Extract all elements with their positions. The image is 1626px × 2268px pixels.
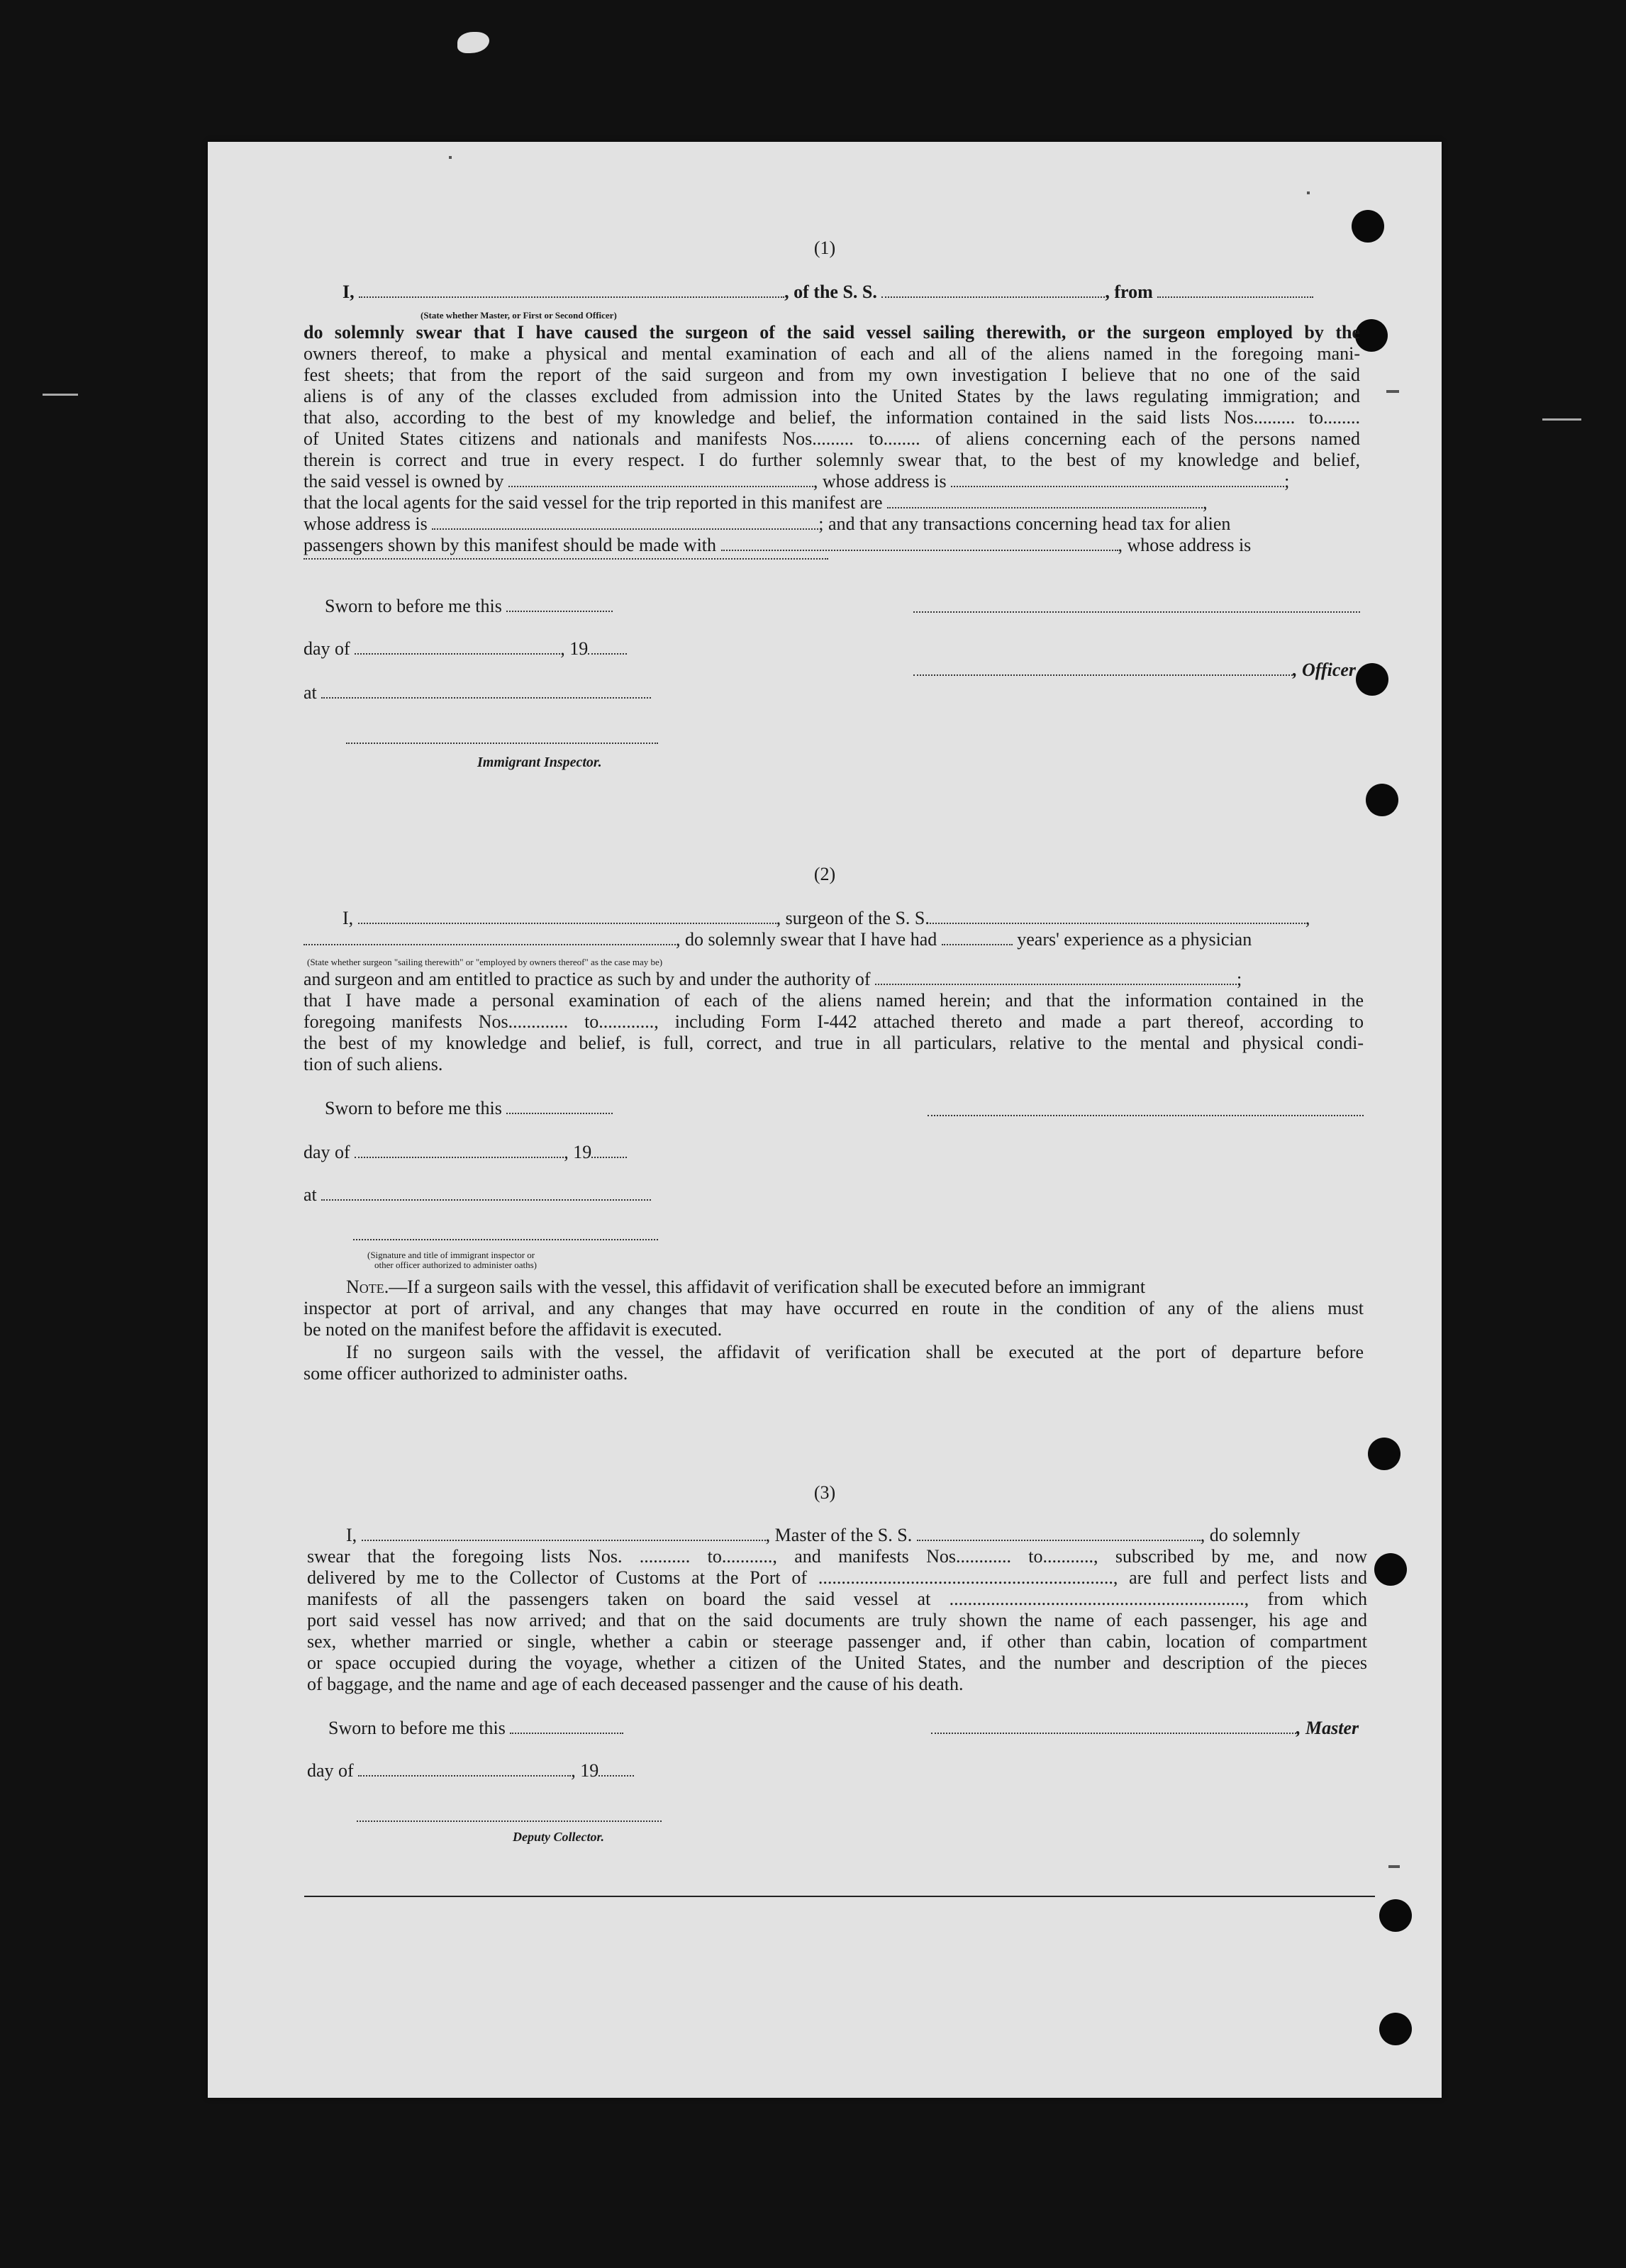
year-field [588,639,627,655]
master-signature-line [931,1718,1359,1739]
sworn-line [325,1098,613,1119]
at-line [304,682,651,704]
surgeon-signature-field [928,1113,1364,1116]
oath-line-2 [304,929,1252,950]
vessel-name-field [930,908,1305,924]
section-number: (3) [813,1482,836,1503]
body-line: tion of such aliens. [304,1054,443,1074]
scan-speck [1307,191,1310,194]
body-line: the best of my knowledge and belief, is full, correct, and true in all particulars, relative to the mental and physical condi- [304,1033,1364,1053]
agents-line: that the local agents for the said vessel for the trip reported in this manifest are , [304,492,1208,513]
body-line: manifests of all the passengers taken on board the said vessel at ................................................................, from which [307,1589,1367,1609]
passengers-address-field [304,557,828,560]
passengers-label: passengers shown by this manifest should be made with [304,535,717,555]
body-line: or space occupied during the voyage, whether a citizen of the United States, and the number and description of the pieces [307,1652,1367,1673]
i-label: I, [343,282,355,302]
years-label: years' experience as a physician [1017,929,1252,950]
month-field [358,1761,571,1777]
section-number: (2) [813,864,836,884]
oath-line-1 [346,1525,1301,1546]
sworn-label: Sworn to before me this [328,1718,506,1738]
punch-hole-icon [1366,784,1398,816]
body-line: swear that the foregoing lists Nos. ........... to..........., and manifests Nos............ to..........., subscribed by me, and now [307,1546,1367,1567]
day-of-label: day of [307,1760,354,1781]
agents-field [887,493,1203,508]
body-line: that I have made a personal examination of each of the aliens named herein; and that the information contained in the [304,990,1364,1011]
month-field [355,1143,564,1158]
collector-caption: Deputy Collector. [513,1830,604,1844]
scan-speck [449,156,452,159]
body-line: aliens is of any of the classes excluded from admission into the United States by the laws regulating immigration; and [304,386,1360,406]
i-label: I, [343,908,354,928]
year-field [598,1761,634,1777]
official-signature-field [353,1238,658,1240]
owner-address-label: , whose address is [813,471,947,491]
body-line: therein is correct and true in every respect. I do further solemnly swear that, to the best of my knowledge and belief, [304,450,1360,470]
master-of-ss-label: , Master of the S. S. [765,1525,913,1545]
surgeon-caption: (State whether surgeon "sailing therewith" or "employed by owners thereof" as the case may be) [307,957,663,967]
manifest-affidavit-page [208,142,1442,2098]
signature-caption: other officer authorized to administer oaths) [374,1260,537,1270]
note-text: —If a surgeon sails with the vessel, this affidavit of verification shall be executed before an immigrant [389,1277,1146,1297]
collector-signature-field [357,1819,662,1822]
place-field [321,683,651,699]
day-of-line [304,1142,627,1163]
signature-caption: (Signature and title of immigrant inspector or [367,1250,535,1260]
from-port-field [1157,282,1313,298]
punch-hole-icon [1379,1899,1412,1932]
headtax-text: ; and that any transactions concerning head tax for alien [818,513,1231,534]
scan-blob [457,32,489,53]
scan-speck [1386,390,1399,393]
agents-address-label: whose address is [304,513,428,534]
inspector-caption: Immigrant Inspector. [477,755,602,770]
oath-line-1 [343,282,1313,303]
body-line: do solemnly swear that I have caused the surgeon of the said vessel sailing therewith, or the surgeon employed by the [304,322,1360,343]
note-line [346,1277,1364,1298]
surgeon-of-ss-label: , surgeon of the S. S. [776,908,930,928]
officer-title-field [913,660,1293,676]
oath-line-1: I, , surgeon of the S. S. , [343,908,1310,928]
note-line: If no surgeon sails with the vessel, the affidavit of verification shall be executed at the port of departure before [346,1342,1364,1362]
authority-field [875,969,1237,985]
body-line: of baggage, and the name and age of each deceased passenger and the cause of his death. [307,1674,964,1694]
body-line: foregoing manifests Nos............. to............, including Form I-442 attached thereto and made a part thereof, according to [304,1011,1364,1032]
passengers-address-label: , whose address is [1118,535,1252,555]
year-label: , 19 [560,638,589,659]
at-line [304,1184,651,1206]
sworn-date-field [506,1099,613,1114]
i-label: I, [346,1525,357,1545]
place-field [321,1185,651,1201]
at-label: at [304,1184,317,1205]
sworn-line [325,596,613,617]
sworn-label: Sworn to before me this [325,596,502,616]
bottom-rule [304,1896,1375,1897]
master-label: , Master [1296,1718,1359,1738]
inspector-signature-field [346,741,658,744]
surgeon-status-field [304,930,676,945]
officer-name-field [359,282,784,298]
officer-line [913,660,1356,681]
year-label: , 19 [564,1142,592,1162]
surgeon-name-field [358,908,776,924]
scan-speck [43,394,78,396]
punch-hole-icon [1356,663,1388,696]
master-signature-field [931,1718,1296,1734]
officer-signature-field [913,610,1360,613]
body-line: owners thereof, to make a physical and mental examination of each and all of the aliens named in the foregoing mani- [304,343,1360,364]
sworn-date-field [506,596,613,612]
sworn-date-field [510,1718,623,1734]
headtax-contact-field [721,535,1118,551]
day-of-label: day of [304,638,350,659]
body-line: fest sheets; that from the report of the said surgeon and from my own investigation I believe that no one of the said [304,365,1360,385]
sworn-line [328,1718,623,1739]
years-field [942,930,1013,945]
body-line: that also, according to the best of my knowledge and belief, the information contained in the said lists Nos......... to........ [304,407,1360,428]
agents-address-line [304,513,1230,535]
sworn-label: Sworn to before me this [325,1098,502,1118]
punch-hole-icon [1368,1438,1401,1470]
vessel-name-field [917,1525,1201,1541]
agents-label: that the local agents for the said vessel for the trip reported in this manifest are [304,492,883,513]
scan-speck [1542,418,1581,421]
note-label: Note. [346,1277,389,1297]
body-line: delivered by me to the Collector of Customs at the Port of ................................................................, are full and perfect lists and [307,1567,1367,1588]
authority-line: and surgeon and am entitled to practice as such by and under the authority of ; [304,969,1242,989]
master-name-field [362,1525,766,1541]
authority-label: and surgeon and am entitled to practice as such by and under the authority of [304,969,871,989]
body-line: sex, whether married or single, whether a cabin or steerage passenger and, if other than cabin, location of compartment [307,1631,1367,1652]
of-ss-label: , of the S. S. [784,282,877,302]
passengers-line [304,535,1251,556]
owner-address-field [951,472,1284,487]
at-label: at [304,682,317,703]
note-line: some officer authorized to administer oaths. [304,1363,628,1384]
from-label: , from [1105,282,1153,302]
scan-speck [1388,1865,1400,1868]
note-line: be noted on the manifest before the affidavit is executed. [304,1319,723,1340]
officer-caption: (State whether Master, or First or Second Officer) [421,310,617,321]
agents-address-field [432,514,818,530]
body-line: of United States citizens and nationals and manifests Nos......... to........ of aliens concerning each of the persons named [304,428,1360,449]
owned-by-label: the said vessel is owned by [304,471,504,491]
year-field [591,1143,627,1158]
owned-by-line: the said vessel is owned by , whose address is ; [304,471,1290,491]
punch-hole-icon [1374,1553,1407,1586]
punch-hole-icon [1379,2013,1412,2045]
day-of-line [304,638,627,660]
body-line: port said vessel has now arrived; and that on the said documents are truly shown the name of each passenger, his age and [307,1610,1367,1630]
vessel-name-field [881,282,1105,298]
day-of-label: day of [304,1142,350,1162]
note-line: inspector at port of arrival, and any changes that may have occurred en route in the condition of any of the aliens must [304,1298,1364,1318]
year-label: , 19 [571,1760,599,1781]
day-of-line [307,1760,634,1781]
owner-field [508,472,813,487]
officer-label: , Officer [1293,660,1357,680]
month-field [355,639,560,655]
swear-label: , do solemnly swear that I have had [676,929,937,950]
swear-label: , do solemnly [1200,1525,1301,1545]
section-number: (1) [813,238,836,258]
